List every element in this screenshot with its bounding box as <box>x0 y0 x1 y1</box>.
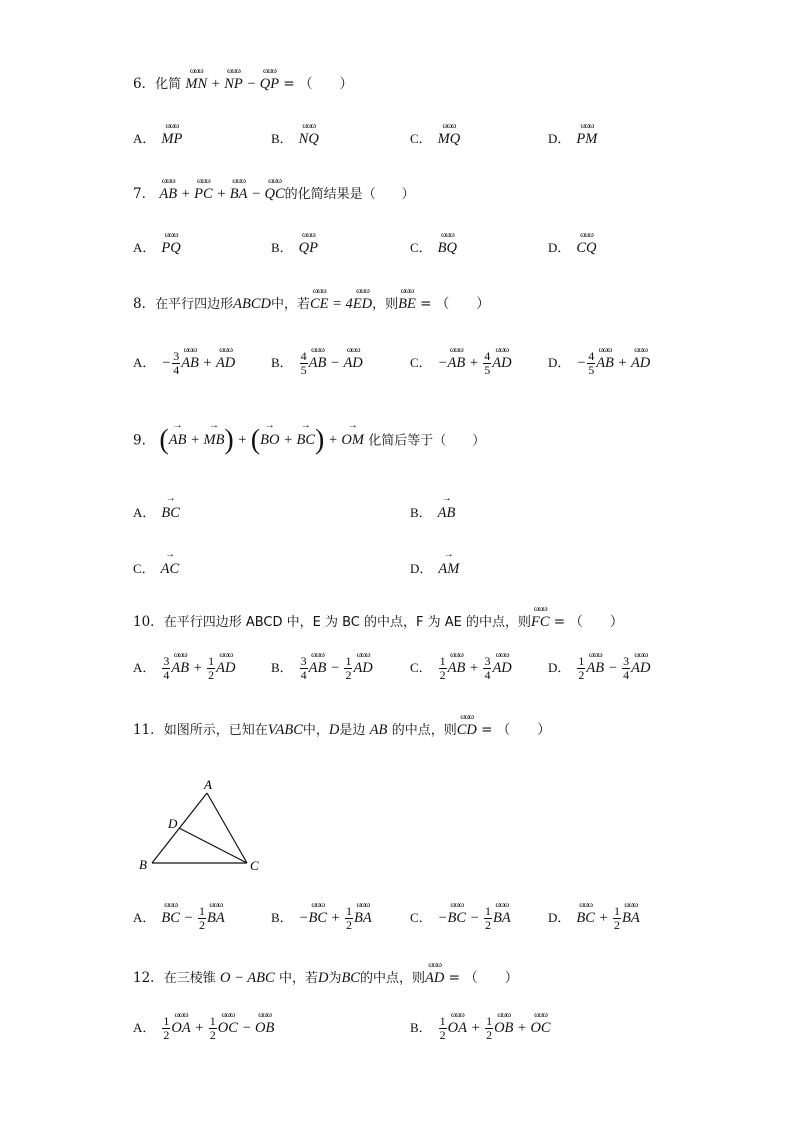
q9-option-a[interactable]: A．→ BC <box>133 502 180 522</box>
triangle-figure <box>130 775 270 885</box>
q10-option-d[interactable]: D． $\frac{1}{2}$ ωωω AB − $\frac{3}{4}$ ωωω AD <box>548 655 651 682</box>
question-8: 8．在平行四边形ABCD中，若ωωω CE = 4ωωω ED，则ωωω BE = （ ） <box>133 292 490 313</box>
q7-option-a[interactable]: A．ωωω PQ <box>133 237 181 257</box>
q8-option-a[interactable]: A． − $\frac{3}{4}$ ωωω AB + ωωω AD <box>133 350 235 377</box>
q11-option-d[interactable]: D．ωωω BC + $\frac{1}{2}$ ωωω BA <box>548 905 640 932</box>
question-10: 10．在平行四边形 ABCD 中，E 为 BC 的中点，F 为 AE 的中点，则ωωω FC = （ ） <box>133 610 623 631</box>
question-9: 9． (→ AB + → MB) + (→ BO + → BC) + → OM 化简后等于（ ） <box>133 425 485 457</box>
q7-option-d[interactable]: D．ωωω CQ <box>548 237 597 257</box>
q11-option-a[interactable]: A．ωωω BC − $\frac{1}{2}$ ωωω BA <box>133 905 225 932</box>
q9-option-b[interactable]: B．→ AB <box>410 502 455 522</box>
q12-option-a[interactable]: A． $\frac{1}{2}$ ωωω OA + $\frac{1}{2}$ ωωω OC − ωωω OB <box>133 1015 274 1042</box>
q9-option-c[interactable]: C．→ AC <box>133 558 179 578</box>
q11-option-b[interactable]: B． −ωωω BC + $\frac{1}{2}$ ωωω BA <box>271 905 372 932</box>
q9-option-d[interactable]: D．→ AM <box>410 558 459 578</box>
q6-option-b[interactable]: B．ωωω NQ <box>271 128 319 148</box>
vertex-d-label: D <box>168 816 178 831</box>
q10-option-b[interactable]: B． $\frac{3}{4}$ ωωω AB − $\frac{1}{2}$ ωωω AD <box>271 655 373 682</box>
q12-option-b[interactable]: B． $\frac{1}{2}$ ωωω OA + $\frac{1}{2}$ ωωω OB + ωωω OC <box>410 1015 551 1042</box>
q8-option-d[interactable]: D． − $\frac{4}{5}$ ωωω AB + ωωω AD <box>548 350 650 377</box>
q7-option-b[interactable]: B．ωωω QP <box>271 237 318 257</box>
q6-option-d[interactable]: D．ωωω PM <box>548 128 597 148</box>
q6-option-a[interactable]: A．ωωω MP <box>133 128 182 148</box>
question-12: 12．在三棱锥 O − ABC 中，若D为BC的中点，则ωωω AD = （ ） <box>133 966 518 987</box>
vertex-c-label: C <box>250 858 259 873</box>
q7-option-c[interactable]: C．ωωω BQ <box>410 237 457 257</box>
vertex-b-label: B <box>139 857 147 872</box>
q6-option-c[interactable]: C．ωωω MQ <box>410 128 460 148</box>
q11-option-c[interactable]: C． −ωωω BC − $\frac{1}{2}$ ωωω BA <box>410 905 511 932</box>
q10-option-c[interactable]: C． $\frac{1}{2}$ ωωω AB + $\frac{3}{4}$ ωωω AD <box>410 655 512 682</box>
question-11: 11．如图所示，已知在VABC中，D是边 AB 的中点，则ωωω CD = （ ） <box>133 718 551 739</box>
q8-option-b[interactable]: B． $\frac{4}{5}$ ωωω AB − ωωω AD <box>271 350 363 377</box>
vertex-a-label: A <box>204 777 212 792</box>
question-7: 7． ωωω AB + ωωω PC + ωωω BA − ωωω QC的化简结果是（ ） <box>133 182 415 203</box>
question-6: 6．化简 ωωω MN + ωωω NP − ωωω QP = （ ） <box>133 72 353 93</box>
q8-option-c[interactable]: C． −ωωω AB + $\frac{4}{5}$ ωωω AD <box>410 350 512 377</box>
q10-option-a[interactable]: A． $\frac{3}{4}$ ωωω AB + $\frac{1}{2}$ ωωω AD <box>133 655 236 682</box>
